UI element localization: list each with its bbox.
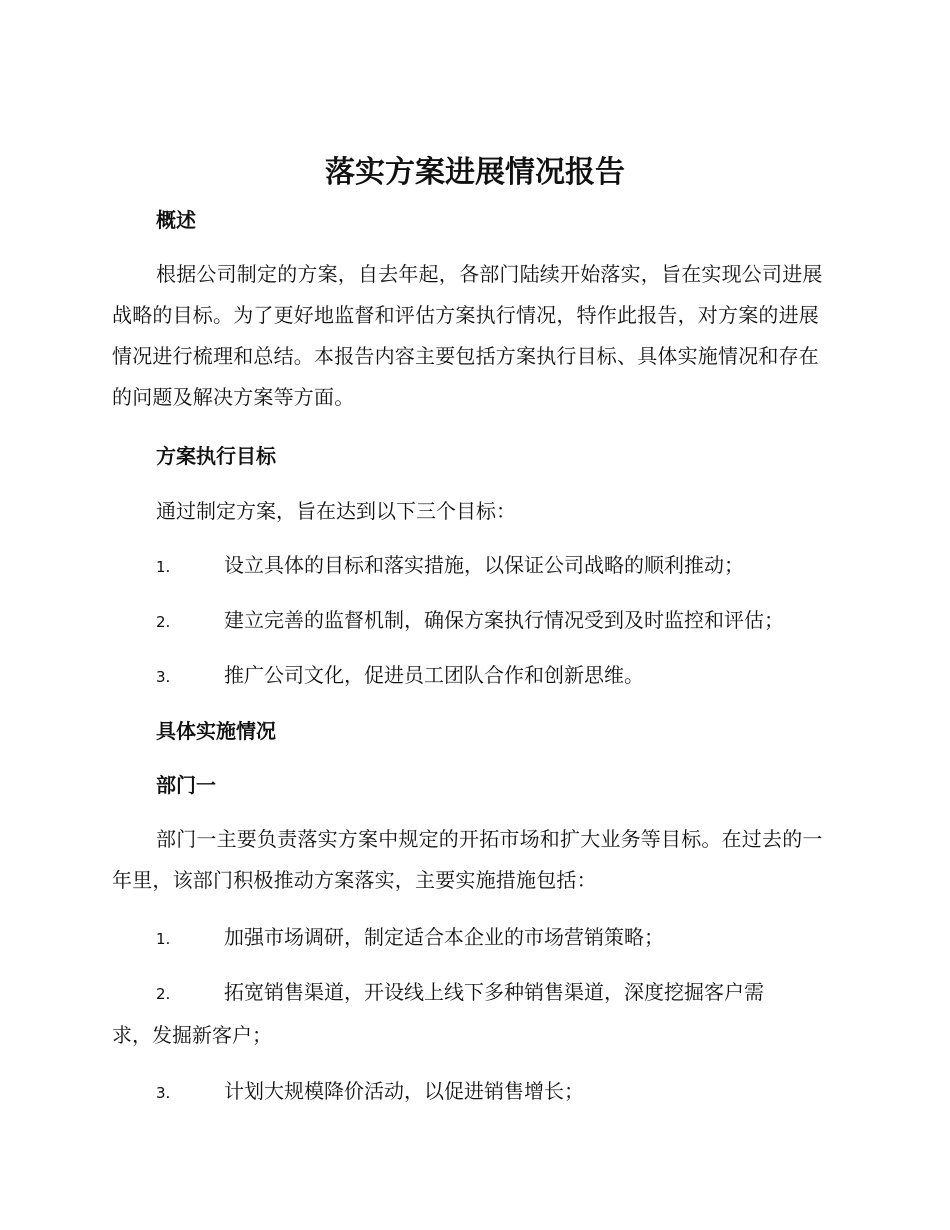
list-text: 拓宽销售渠道，开设线上线下多种销售渠道，深度挖掘客户需 [224,980,764,1004]
list-item [112,1071,832,1114]
list-number: 1. [156,558,171,576]
list-item [112,655,832,698]
list-item [112,600,832,643]
list-text: 加强市场调研，制定适合本企业的市场营销策略； [224,925,664,949]
section-heading-goals: 方案执行目标 [156,444,276,468]
list-item [112,972,832,1056]
dept1-paragraph: 部门一主要负责落实方案中规定的开拓市场和扩大业务等目标。在过去的一年里，该部门积极推动方案落实，主要实施措施包括： [112,827,823,892]
list-text: 设立具体的目标和落实措施，以保证公司战略的顺利推动； [224,553,744,577]
list-text: 建立完善的监督机制，确保方案执行情况受到及时监控和评估； [224,608,784,632]
list-number: 1. [156,930,171,948]
section-heading-implementation: 具体实施情况 [156,719,276,743]
list-number: 3. [156,668,171,686]
list-item [112,545,832,588]
document-title: 落实方案进展情况报告 [325,155,625,190]
list-text-continuation: 求，发掘新客户； [112,1023,272,1047]
list-text: 推广公司文化，促进员工团队合作和创新思维。 [224,663,644,687]
list-number: 2. [156,985,171,1003]
overview-paragraph: 根据公司制定的方案，自去年起，各部门陆续开始落实，旨在实现公司进展战略的目标。为了更好地监督和评估方案执行情况，特作此报告，对方案的进展情况进行梳理和总结。本报告内容主要包括方案执行目标、具体实施情况和存在的问题及解决方案等方面。 [112,262,823,409]
list-item [112,917,832,960]
list-number: 2. [156,613,171,631]
list-number: 3. [156,1084,171,1102]
list-text: 计划大规模降价活动，以促进销售增长； [224,1079,584,1103]
goals-intro: 通过制定方案，旨在达到以下三个目标： [156,499,516,523]
section-heading-overview: 概述 [156,208,196,232]
subsection-heading-dept1: 部门一 [156,773,216,797]
